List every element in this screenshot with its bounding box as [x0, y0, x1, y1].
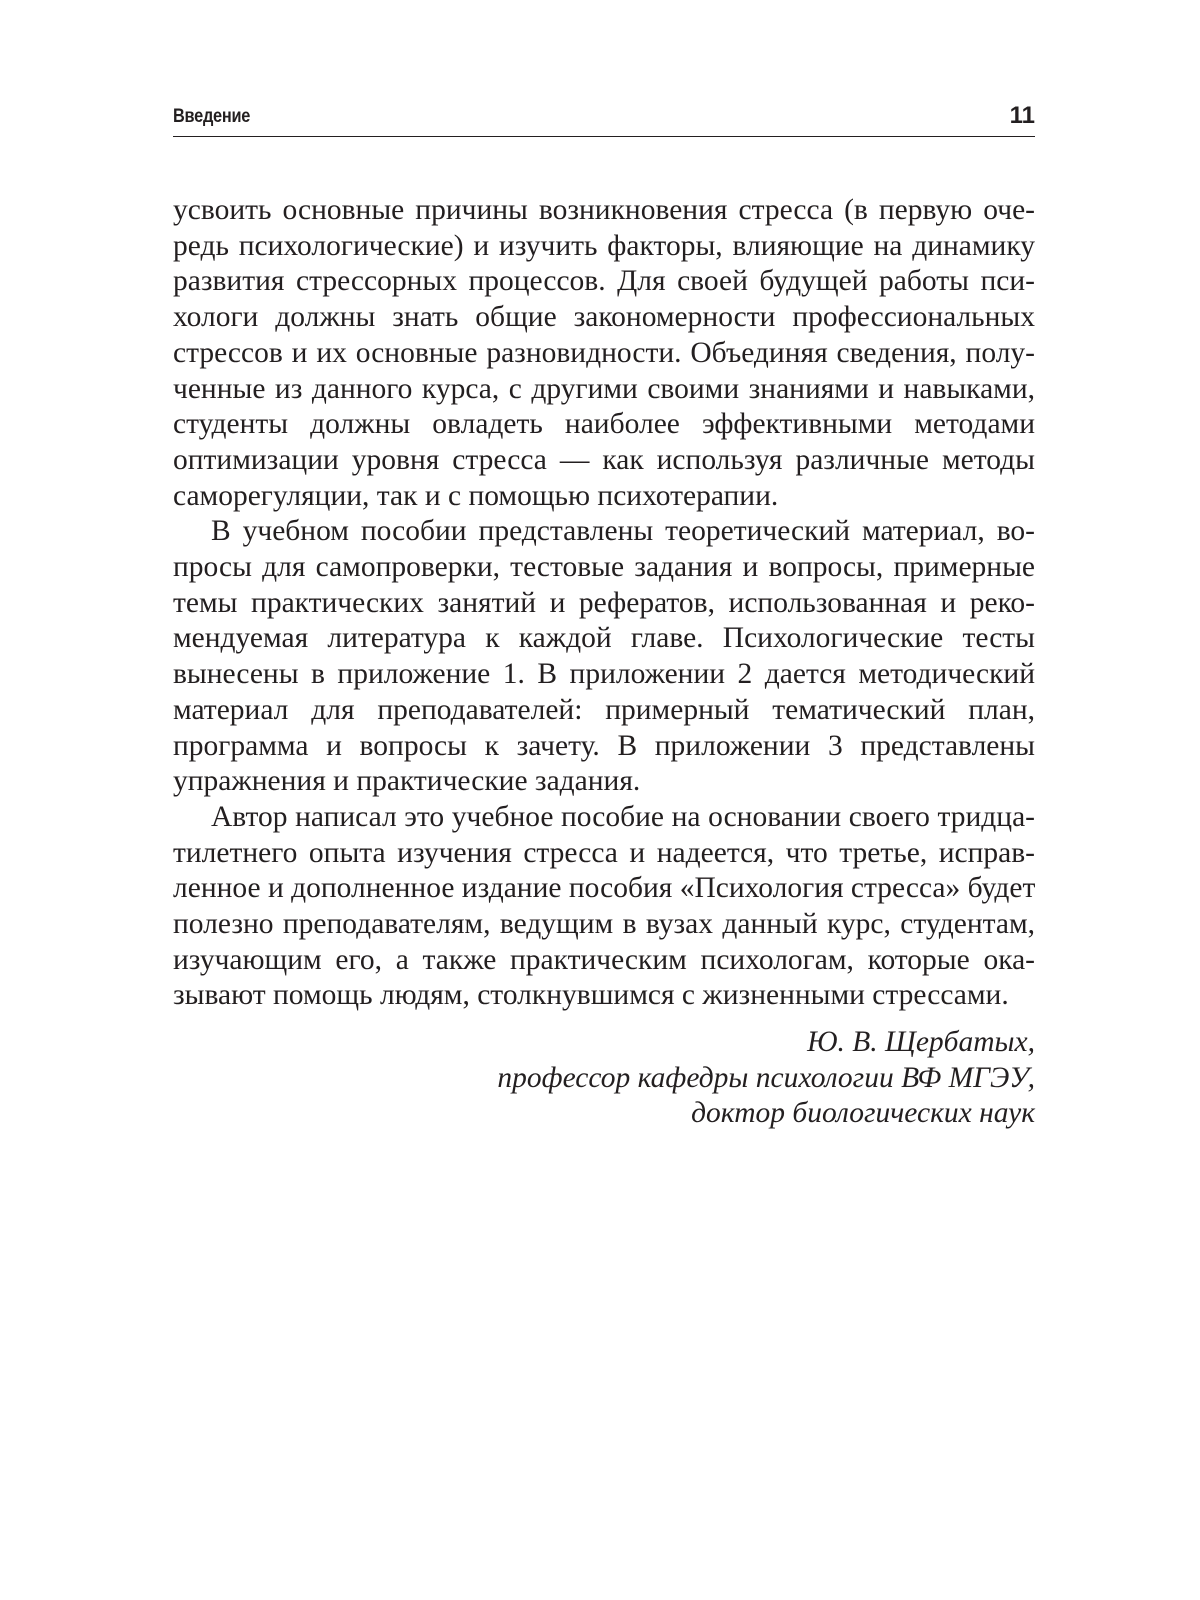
text-line: студенты должны овладеть наиболее эффективными методами — [173, 408, 1035, 441]
text-line: вынесены в приложение 1. В приложении 2 дается методический — [173, 658, 1035, 691]
author-position: профессор кафедры психологии ВФ МГЭУ, — [497, 1061, 1035, 1094]
text-line: полезно преподавателям, ведущим в вузах данный курс, студентам, — [173, 908, 1035, 941]
text-line: ченные из данного курса, с другими своими знаниями и навыками, — [173, 372, 1035, 405]
text-line: мендуемая литература к каждой главе. Психологические тесты — [173, 622, 1035, 655]
text-line: упражнения и практические задания. — [173, 765, 641, 798]
text-line: тилетнего опыта изучения стресса и надеется, что третье, исправ- — [173, 836, 1035, 869]
text-line: Автор написал это учебное пособие на основании своего тридца- — [211, 800, 1035, 833]
text-line: усвоить основные причины возникновения стресса (в первую оче- — [173, 194, 1035, 226]
text-line: ленное и дополненное издание пособия «Психология стресса» будет — [173, 872, 1036, 905]
main-text — [173, 193, 1035, 1014]
text-line: редь психологические) и изучить факторы, влияющие на динамику — [173, 229, 1035, 262]
text-line: развития стрессорных процессов. Для своей будущей работы пси- — [173, 265, 1035, 298]
text-line: саморегуляции, так и с помощью психотерапии. — [173, 479, 779, 512]
text-line: темы практических занятий и рефератов, использованная и реко- — [173, 586, 1035, 619]
text-line: стрессов и их основные разновидности. Объединяя сведения, полу- — [173, 336, 1035, 369]
paragraph-3 — [173, 800, 1035, 1014]
author-signature — [173, 1025, 1035, 1132]
page-number: 11 — [1009, 102, 1035, 129]
running-head — [173, 100, 1035, 137]
text-line: зывают помощь людям, столкнувшимся с жизненными стрессами. — [173, 979, 1009, 1012]
text-line: просы для самопроверки, тестовые задания и вопросы, примерные — [173, 551, 1035, 584]
paragraph-2 — [173, 514, 1035, 800]
text-line: материал для преподавателей: примерный тематический план, — [173, 693, 1035, 726]
text-line: оптимизации уровня стресса — как используя различные методы — [173, 443, 1035, 476]
text-line: В учебном пособии представлены теоретический материал, во- — [211, 515, 1035, 548]
author-degree: доктор биологических наук — [691, 1097, 1035, 1129]
text-line: программа и вопросы к зачету. В приложении 3 представлены — [173, 729, 1035, 762]
text-line: изучающим его, а также практическим психологам, которые ока- — [173, 943, 1035, 976]
paragraph-1 — [173, 193, 1035, 514]
author-name: Ю. В. Щербатых, — [807, 1026, 1035, 1058]
text-line: хологи должны знать общие закономерности профессиональных — [173, 301, 1035, 334]
running-title: Введение — [173, 106, 251, 127]
